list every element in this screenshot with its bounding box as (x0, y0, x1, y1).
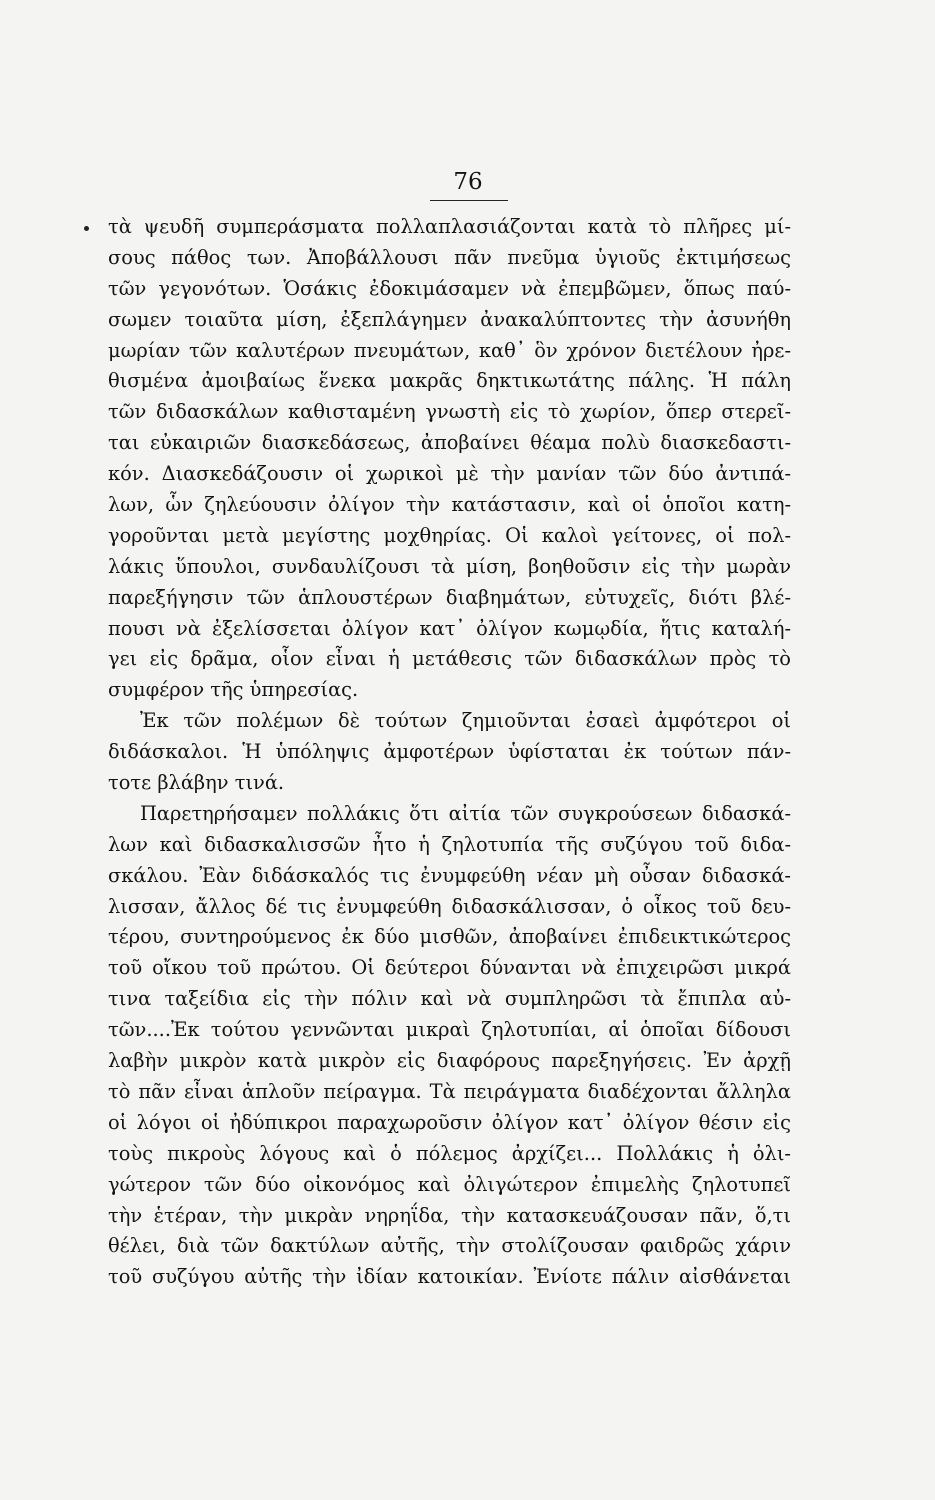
text-line: λων καὶ διδασκαλισσῶν ἦτο ἡ ζηλοτυπία τῆς συζύγου τοῦ διδα- (108, 832, 791, 856)
text-line: λάκις ὕπουλοι, συνδαυλίζουσι τὰ μίση, βοηθοῦσιν εἰς τὴν μωρὰν (108, 554, 791, 578)
text-line: συμφέρον τῆς ὑπηρεσίας. (108, 678, 359, 702)
text-line: οἱ λόγοι οἱ ἠδύπικροι παραχωροῦσιν ὀλίγον κατ᾽ ὀλίγον θέσιν εἰς (108, 1110, 791, 1134)
text-line: διδάσκαλοι. Ἡ ὑπόληψις ἀμφοτέρων ὑφίσταται ἐκ τούτων πάν- (108, 740, 791, 764)
text-line: λαβὴν μικρὸν κατὰ μικρὸν εἰς διαφόρους παρεξηγήσεις. Ἐν ἀρχῇ (108, 1049, 791, 1073)
text-line: σωμεν τοιαῦτα μίση, ἐξεπλάγημεν ἀνακαλύπτοντες τὴν ἀσυνήθη (108, 307, 791, 331)
text-line: παρεξήγησιν τῶν ἁπλουστέρων διαβημάτων, εὐτυχεῖς, διότι βλέ- (108, 585, 791, 609)
text-line: γοροῦνται μετὰ μεγίστης μοχθηρίας. Οἱ καλοὶ γείτονες, οἱ πολ- (108, 523, 791, 547)
text-line: τῶν γεγονότων. Ὁσάκις ἐδοκιμάσαμεν νὰ ἐπεμβῶμεν, ὅπως παύ- (108, 276, 791, 300)
text-line: τοῦ οἴκου τοῦ πρώτου. Οἱ δεύτεροι δύνανται νὰ ἐπιχειρῶσι μικρά (108, 956, 791, 980)
text-line: πουσι νὰ ἐξελίσσεται ὀλίγον κατ᾽ ὀλίγον κωμῳδία, ἥτις καταλή- (108, 616, 791, 640)
text-line: τὰ ψευδῆ συμπεράσματα πολλαπλασιάζονται κατὰ τὸ πλῆρες μί- (108, 215, 791, 238)
text-line: ται εὐκαιριῶν διασκεδάσεως, ἀποβαίνει θέαμα πολὺ διασκεδαστι- (108, 431, 791, 455)
text-line: τοὺς πικροὺς λόγους καὶ ὁ πόλεμος ἀρχίζει... Πολλάκις ἡ ὀλι- (108, 1141, 791, 1165)
text-line: τινα ταξείδια εἰς τὴν πόλιν καὶ νὰ συμπληρῶσι τὰ ἔπιπλα αὐ- (108, 987, 791, 1011)
text-line: γώτερον τῶν δύο οἰκονόμος καὶ ὀλιγώτερον ἐπιμελὴς ζηλοτυπεῖ (108, 1172, 791, 1196)
text-line: μωρίαν τῶν καλυτέρων πνευμάτων, καθ᾽ ὃν χρόνον διετέλουν ἠρε- (108, 338, 791, 362)
text-line: τοῦ συζύγου αὐτῆς τὴν ἰδίαν κατοικίαν. Ἐνίοτε πάλιν αἰσθάνεται (108, 1265, 791, 1289)
text-line: τῶν....Ἐκ τούτου γεννῶνται μικραὶ ζηλοτυπίαι, αἱ ὁποῖαι δίδουσι (108, 1018, 791, 1042)
text-line: θέλει, διὰ τῶν δακτύλων αὐτῆς, τὴν στολίζουσαν φαιδρῶς χάριν (108, 1234, 791, 1258)
text-line: Ἐκ τῶν πολέμων δὲ τούτων ζημιοῦνται ἐσαεὶ ἀμφότεροι οἱ (140, 709, 791, 733)
page-number: 76 (453, 169, 483, 195)
text-line: τὸ πᾶν εἶναι ἁπλοῦν πείραγμα. Τὰ πειράγματα διαδέχονται ἄλληλα (108, 1079, 791, 1103)
text-line: τέρου, συντηρούμενος ἐκ δύο μισθῶν, ἀποβαίνει ἐπιδεικτικώτερος (108, 925, 791, 949)
text-line: σους πάθος των. Ἀποβάλλουσι πᾶν πνεῦμα ὑγιοῦς ἐκτιμήσεως (108, 245, 791, 269)
margin-mark (84, 226, 89, 231)
text-line: θισμένα ἀμοιβαίως ἕνεκα μακρᾶς δηκτικωτάτης πάλης. Ἡ πάλη (108, 369, 791, 393)
body-text (108, 212, 791, 1293)
text-line: λισσαν, ἄλλος δέ τις ἐνυμφεύθη διδασκάλισσαν, ὁ οἶκος τοῦ δευ- (108, 894, 791, 918)
text-line: κόν. Διασκεδάζουσιν οἱ χωρικοὶ μὲ τὴν μανίαν τῶν δύο ἀντιπά- (108, 462, 791, 486)
page-number-rule (430, 200, 508, 201)
text-line: τῶν διδασκάλων καθισταμένη γνωστὴ εἰς τὸ χωρίον, ὅπερ στερεῖ- (108, 400, 791, 424)
text-line: Παρετηρήσαμεν πολλάκις ὅτι αἰτία τῶν συγκρούσεων διδασκά- (140, 801, 791, 825)
text-line: γει εἰς δρᾶμα, οἷον εἶναι ἡ μετάθεσις τῶν διδασκάλων πρὸς τὸ (108, 647, 791, 671)
text-line: τοτε βλάβην τινά. (108, 771, 285, 795)
text-line: τὴν ἑτέραν, τὴν μικρὰν νηρηΐδα, τὴν κατασκευάζουσαν πᾶν, ὅ,τι (108, 1203, 791, 1227)
text-line: λων, ὧν ζηλεύουσιν ὀλίγον τὴν κατάστασιν, καὶ οἱ ὁποῖοι κατη- (108, 493, 791, 517)
text-line: σκάλου. Ἐὰν διδάσκαλός τις ἐνυμφεύθη νέαν μὴ οὖσαν διδασκά- (108, 863, 791, 887)
